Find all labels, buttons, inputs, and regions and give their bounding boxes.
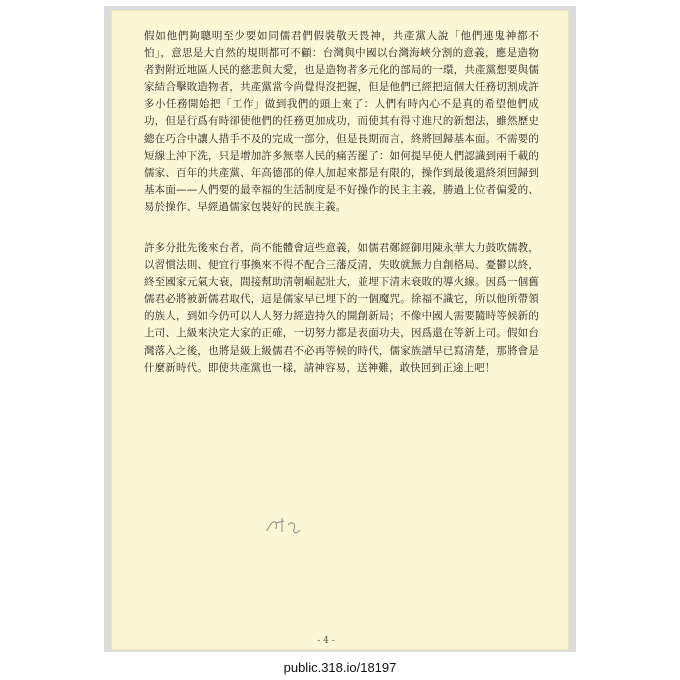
handwritten-mark <box>264 515 304 537</box>
source-url[interactable]: public.318.io/18197 <box>283 660 397 675</box>
paragraph-1: 假如他們夠聰明至少要如同儒君們假裝敬天畏神，共產黨人說「他們連鬼神都不怕」，意思是大自然的規則都可不顧：台灣與中國以台灣海峽分割的意義，應是造物者對附近地區人民的慈悲與大愛，也是造物者多元化的部局的一環，共產黨想要與儒家結合擊敗造物者，共產黨當今尚覺得沒把握，但是他們已經把這個大任務切割成許多小任務開始把「工作」做到我們的頭上來了：人們有時內心不是真的希望他們成功，但是行爲有時卻使他們的任務更加成功，而使其有得寸進尺的新想法，雖然歷史總在巧合中讓人措手不及的完成一部分，但是長期而言，終將回歸基本面。不需要的短線上沖下洗，只是增加許多無辜人民的痛苦罷了：如何提早使人們認識到兩千載的儒家、百年的共產黨、年高德邵的偉人加起來都是有限的，操作到最後還終須回歸到基本面——人們要的最幸福的生活制度是不好操作的民主主義，勝過上位者偏愛的、易於操作、早經過儒家包裝好的民族主義。 <box>144 30 539 213</box>
page-number: - 4 - <box>317 636 335 646</box>
document-page <box>111 10 569 650</box>
paragraph-2: 許多分批先後來台者，尚不能體會這些意義，如儒君鄭經御用陳永華大力鼓吹儒教，以習慣法則、便宜行事換來不得不配合三藩反清，失敗就無力自創格局、憂鬱以終，終至國家元氣大衰，間接幫助清朝崛起壯大，並埋下清末衰敗的導火線。因爲一個舊儒君必將被新儒君取代，這是儒家早已埋下的一個魔咒。徐福不識它，所以他所帶領的族人，到如今仍可以人人努力經造持久的開創新局；不像中國人需要隨時等候新的上司、上級來決定大家的正確，一切努力都是表面功夫，因爲還在等新上司。假如台灣落入之後，也將是級上級儒君不必再等候的時代，儒家族譜早已寫清楚，那將會是什麼新時代。即使共產黨也一樣，請神容易，送神難，敢快回到正途上吧！ <box>144 242 539 374</box>
